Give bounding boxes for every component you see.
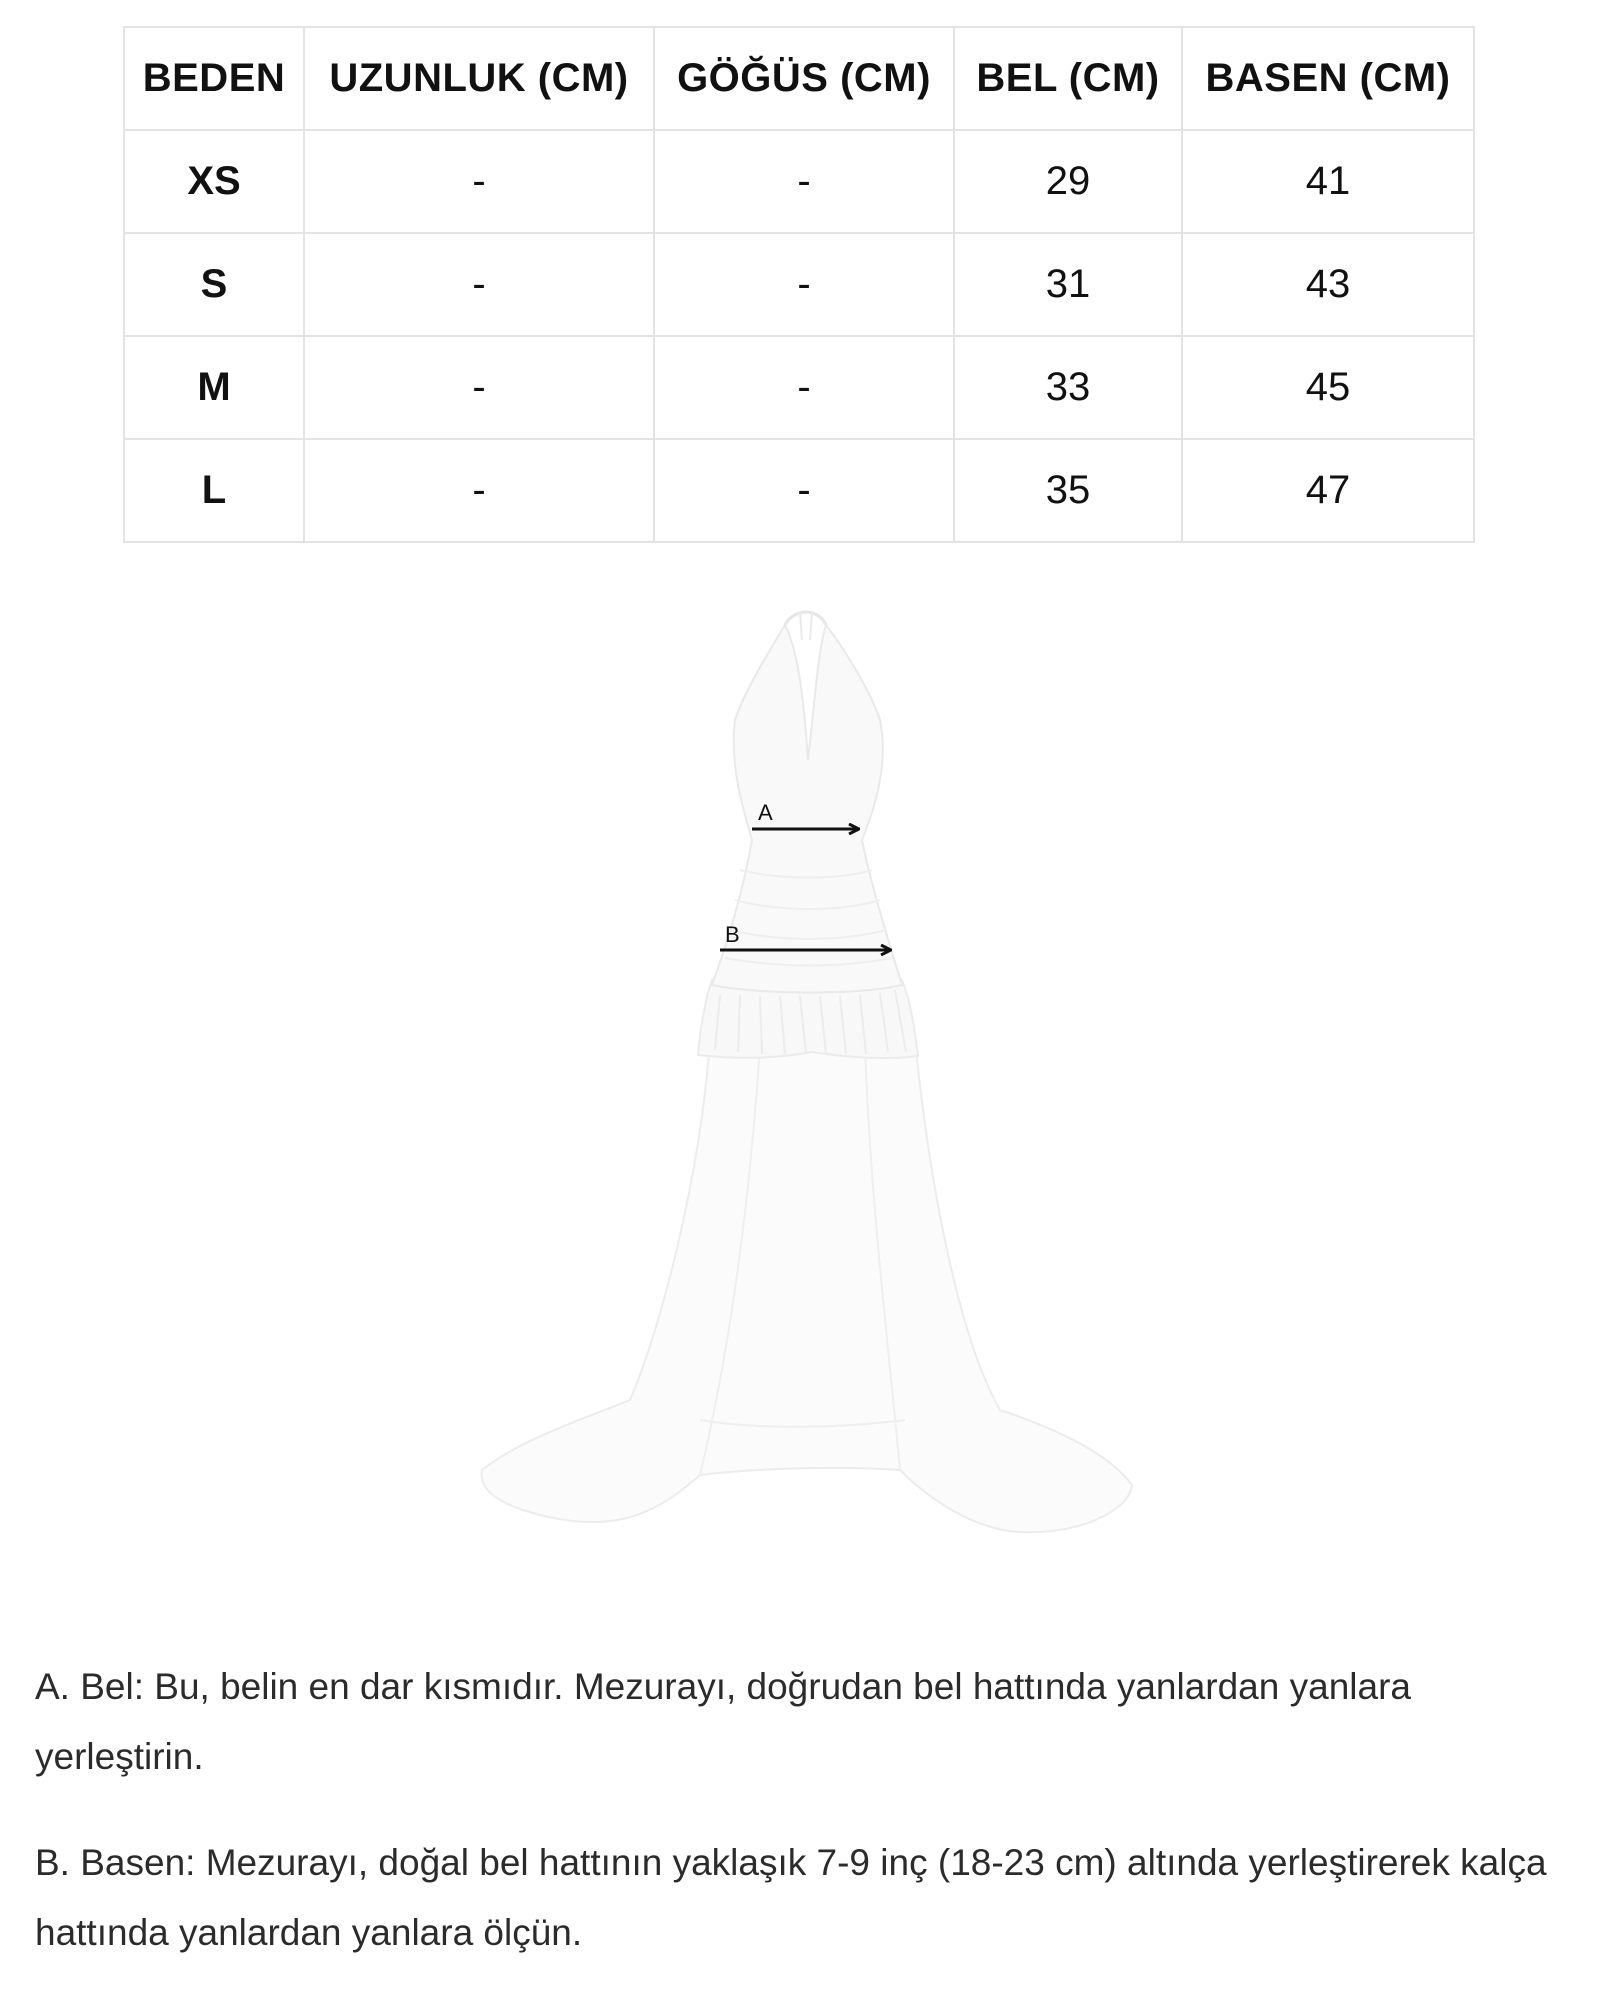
measurement-notes bbox=[35, 1652, 1565, 2004]
table-header-row bbox=[124, 27, 1474, 130]
waist-cell: 31 bbox=[954, 233, 1182, 336]
label-b: B bbox=[725, 922, 740, 947]
chest-cell: - bbox=[654, 336, 954, 439]
hip-cell: 47 bbox=[1182, 439, 1474, 542]
table-row bbox=[124, 439, 1474, 542]
note-waist: A. Bel: Bu, belin en dar kısmıdır. Mezurayı, doğrudan bel hattında yanlardan yanlara yerleştirin. bbox=[35, 1666, 1411, 1777]
size-cell: S bbox=[124, 233, 304, 336]
dress-skirt-illustration bbox=[482, 1040, 1132, 1532]
hip-cell: 41 bbox=[1182, 130, 1474, 233]
header-hip: BASEN (CM) bbox=[1182, 27, 1474, 130]
header-size: BEDEN bbox=[124, 27, 304, 130]
length-cell: - bbox=[304, 439, 654, 542]
label-a: A bbox=[758, 800, 773, 825]
table-row bbox=[124, 336, 1474, 439]
length-cell: - bbox=[304, 336, 654, 439]
size-cell: L bbox=[124, 439, 304, 542]
length-cell: - bbox=[304, 233, 654, 336]
dress-bodice-illustration bbox=[712, 625, 902, 993]
chest-cell: - bbox=[654, 130, 954, 233]
waist-cell: 33 bbox=[954, 336, 1182, 439]
size-cell: M bbox=[124, 336, 304, 439]
header-chest: GÖĞÜS (CM) bbox=[654, 27, 954, 130]
waist-cell: 35 bbox=[954, 439, 1182, 542]
table-row bbox=[124, 233, 1474, 336]
hip-cell: 45 bbox=[1182, 336, 1474, 439]
table-row bbox=[124, 130, 1474, 233]
size-chart-table bbox=[123, 26, 1475, 543]
chest-cell: - bbox=[654, 439, 954, 542]
header-length: UZUNLUK (CM) bbox=[304, 27, 654, 130]
length-cell: - bbox=[304, 130, 654, 233]
size-cell: XS bbox=[124, 130, 304, 233]
header-waist: BEL (CM) bbox=[954, 27, 1182, 130]
dress-measurement-diagram bbox=[470, 610, 1140, 1540]
hip-cell: 43 bbox=[1182, 233, 1474, 336]
note-hip: B. Basen: Mezurayı, doğal bel hattının yaklaşık 7-9 inç (18-23 cm) altında yerleştirerek kalça hattında yanlardan yanlara ölçün. bbox=[35, 1842, 1547, 1953]
waist-cell: 29 bbox=[954, 130, 1182, 233]
chest-cell: - bbox=[654, 233, 954, 336]
